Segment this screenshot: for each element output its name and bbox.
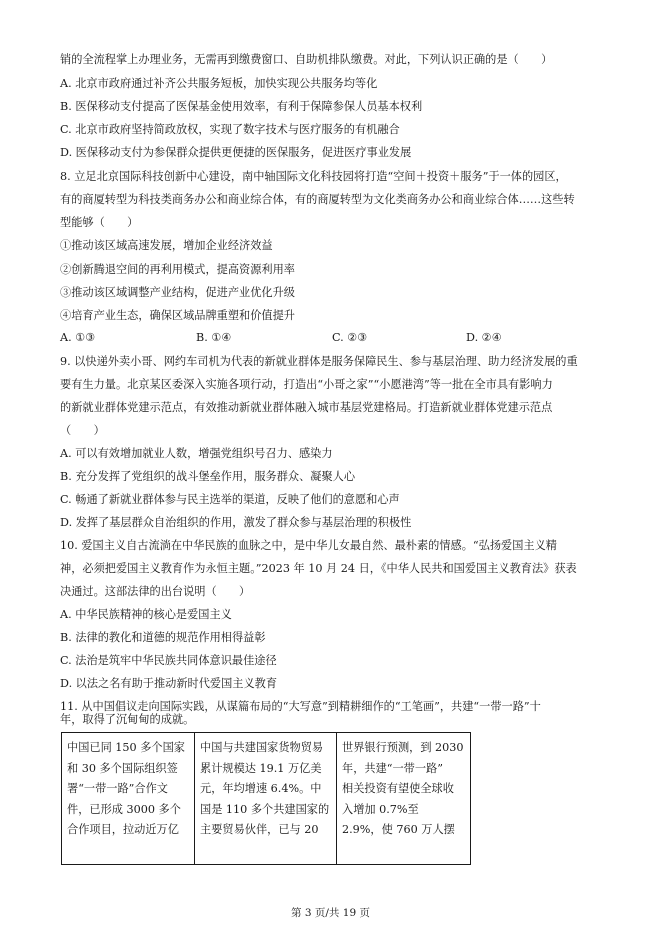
table-cell-trade: 中国与共建国家货物贸易 累计规模达 19.1 万亿美 元，年均增速 6.4%。中 国是 110 多个共建国家的 主要贸易伙伴，已与 20 <box>195 733 337 865</box>
q7-stem-line: 销的全流程掌上办理业务，无需再到缴费窗口、自助机排队缴费。对此，下列认识正确的是（ ） <box>60 53 553 66</box>
q8-stem-line-2: 有的商厦转型为科技类商务办公和商业综合体，有的商厦转型为文化类商务办公和商业综合体……这些转 <box>60 193 575 206</box>
q8-statement-2: ②创新腾退空间的再利用模式，提高资源利用率 <box>60 263 295 276</box>
q7-option-b: B. 医保移动支付提高了医保基金使用效率，有利于保障参保人员基本权利 <box>60 100 423 113</box>
q8-option-a: A. ①③ <box>60 331 96 344</box>
q7-option-c: C. 北京市政府坚持简政放权，实现了数字技术与医疗服务的有机融合 <box>60 123 400 136</box>
q9-option-b: B. 充分发挥了党组织的战斗堡垒作用，服务群众、凝聚人心 <box>60 470 356 483</box>
q10-stem-line-3: 决通过。这部法律的出台说明（ ） <box>60 585 251 598</box>
q7-option-d: D. 医保移动支付为参保群众提供更便捷的医保服务，促进医疗事业发展 <box>60 146 412 159</box>
table-cell-forecast: 世界银行预测，到 2030 年，共建“一带一路” 相关投资有望使全球收 入增加 0.7%至 2.9%，使 760 万人摆 <box>337 733 471 865</box>
q11-stem-line-1: 11. 从中国倡议走向国际实践，从谋篇布局的“大写意”到精耕细作的“工笔画”，共建“一带一路”十 <box>60 700 541 713</box>
q11-data-table <box>61 732 471 865</box>
q7-option-a: A. 北京市政府通过补齐公共服务短板，加快实现公共服务均等化 <box>60 77 378 90</box>
q9-stem-line-3: 的新就业群体党建示范点，有效推动新就业群体融入城市基层党建格局。打造新就业群体党建示范点 <box>60 401 553 414</box>
q8-option-d: D. ②④ <box>466 331 502 344</box>
q8-stem-line-3: 型能够（ ） <box>60 216 139 229</box>
q9-option-a: A. 可以有效增加就业人数，增强党组织号召力、感染力 <box>60 447 333 460</box>
q8-statement-3: ③推动该区域调整产业结构，促进产业优化升级 <box>60 286 295 299</box>
q10-option-c: C. 法治是筑牢中华民族共同体意识最佳途径 <box>60 654 277 667</box>
q10-stem-line-1: 10. 爱国主义自古流淌在中华民族的血脉之中，是中华儿女最自然、最朴素的情感。“弘扬爱国主义精 <box>60 539 557 552</box>
q10-option-d: D. 以法之名有助于推动新时代爱国主义教育 <box>60 677 278 690</box>
q8-statement-1: ①推动该区域高速发展，增加企业经济效益 <box>60 239 273 252</box>
q9-option-c: C. 畅通了新就业群体参与民主选举的渠道，反映了他们的意愿和心声 <box>60 493 400 506</box>
table-cell-investment: 中国已同 150 多个国家 和 30 多个国际组织签 署“一带一路”合作文 件，已形成 3000 多个 合作项目，拉动近万亿 <box>62 733 195 865</box>
q10-option-b: B. 法律的教化和道德的规范作用相得益彰 <box>60 631 266 644</box>
q8-option-b: B. ①④ <box>196 331 232 344</box>
q9-stem-line-1: 9. 以快递外卖小哥、网约车司机为代表的新就业群体是服务保障民生、参与基层治理、助力经济发展的重 <box>60 355 578 368</box>
page-footer: 第 3 页/共 19 页 <box>291 907 370 919</box>
q9-stem-line-4: （ ） <box>60 424 105 437</box>
q8-statement-4: ④培育产业生态，确保区域品牌重塑和价值提升 <box>60 309 295 322</box>
q11-stem-line-2: 年，取得了沉甸甸的成就。 <box>60 713 195 726</box>
table-row <box>62 733 471 865</box>
q9-stem-line-2: 要有生力量。北京某区委深入实施各项行动，打造出“小哥之家”“小愿港湾”等一批在全市具有影响力 <box>60 378 553 391</box>
q10-stem-line-2: 神，必须把爱国主义教育作为永恒主题。”2023 年 10 月 24 日，《中华人民共和国爱国主义教育法》获表 <box>60 562 577 575</box>
q10-option-a: A. 中华民族精神的核心是爱国主义 <box>60 608 232 621</box>
q9-option-d: D. 发挥了基层群众自治组织的作用，激发了群众参与基层治理的积极性 <box>60 516 412 529</box>
q8-option-c: C. ②③ <box>332 331 368 344</box>
q8-stem-line-1: 8. 立足北京国际科技创新中心建设，南中轴国际文化科技园将打造“空间＋投资＋服务”于一体的园区， <box>60 170 567 183</box>
